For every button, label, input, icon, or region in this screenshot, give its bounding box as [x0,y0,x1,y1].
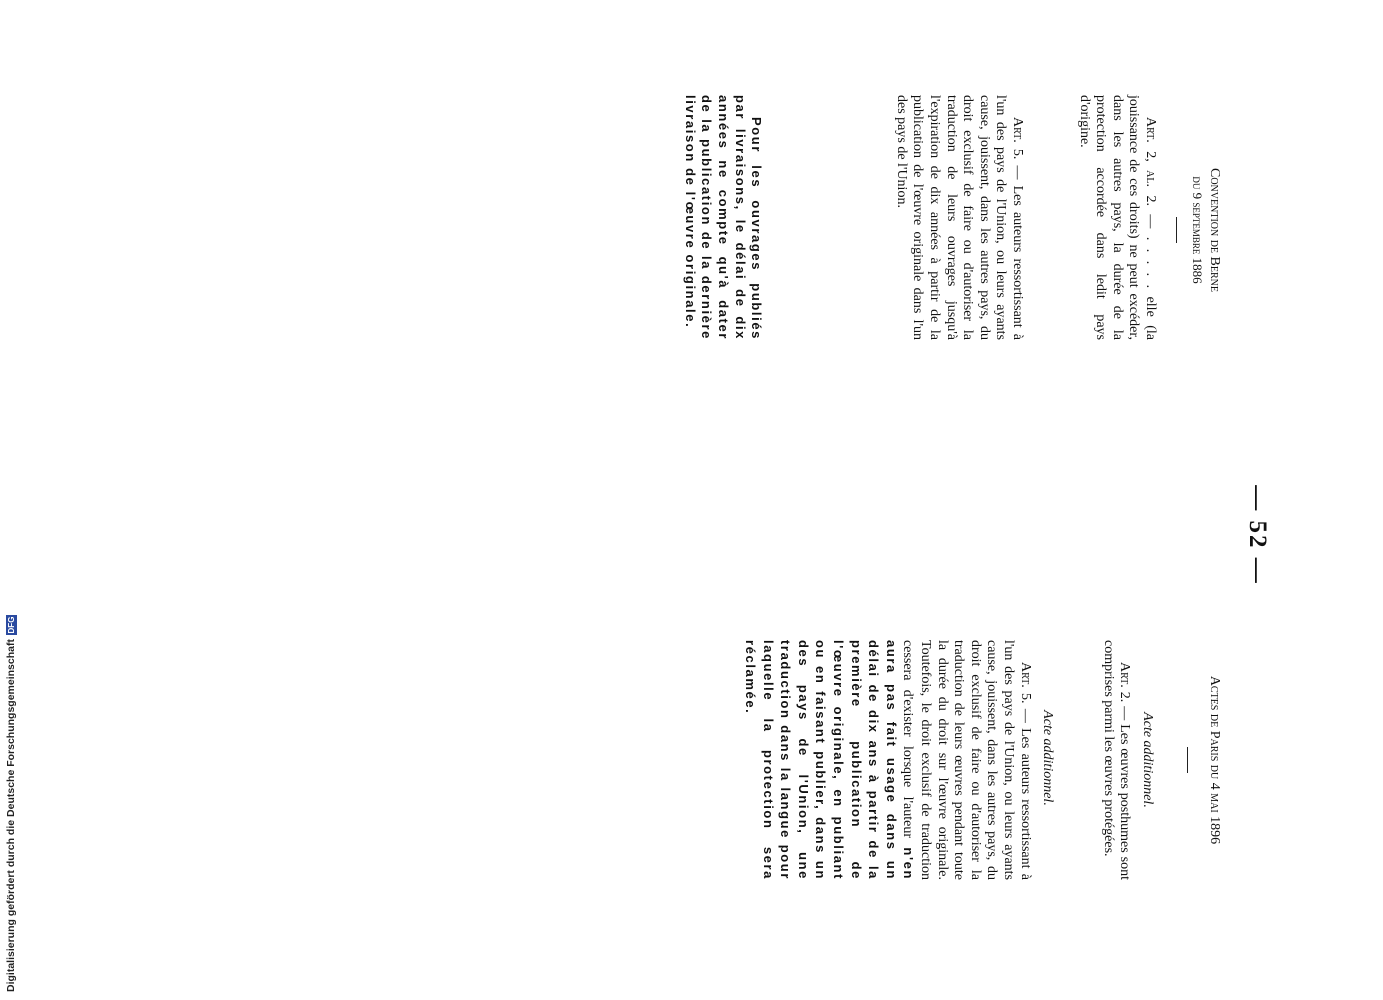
art5-1896-text: — Les auteurs ressortissant à l'un des pays de l'Union, ou leurs ayants cause, jouissent, dans les autres pays, du droit exclusif de faire ou d'autoriser la traduction de leurs œuvres pendant toute la durée du droit sur l'œuvre originale. Toutefois, le droit exclusif de traduction cessera d'exister lorsque l'auteur [900,640,1033,880]
page-number: — 52 — [1244,485,1271,585]
section-title-acte-additionnel-2: Acte additionnel. [1040,710,1056,806]
header-berne-1886-date: du 9 septembre 1886 [1190,176,1205,284]
art2-1886-lead: Art. 2, al. 2. [1143,117,1158,206]
header-berne-1886-title: Convention de Berne [1207,168,1222,292]
art5-1886-lead: Art. 5. [1010,117,1026,160]
art2-1896-lead: Art. 2. [1117,662,1133,703]
section-title-acte-additionnel: Acte additionnel. [1140,712,1155,808]
funding-text: Digitalisierung gefördert durch die Deutsche Forschungsgemeinschaft [5,639,17,992]
art5-1896-lead: Art. 5. [1017,662,1033,704]
dfg-logo: DFG [6,616,16,634]
art2-1896-text: — Les œuvres posthumes sont comprises parmi les œuvres protégées. [1100,640,1133,880]
art5-1886-text: — Les auteurs ressortissant à l'un des pays de l'Union, ou leurs ayants cause, jouissent, dans les autres pays, du droit exclusif de faire ou d'autoriser la traduction de leurs ouvrages jusqu'à l'expiration de dix années à partir de la publication de l'œuvre originale dans l'un des pays de l'Union. [893,95,1026,341]
livraisons-1886-paragraph: Pour les ouvrages publiés par livraisons, le délai de dix années ne compte qu'à dater de la publication de la dernière livraison de l'œuvre originale. [682,95,765,340]
header-paris-1896-title: Actes de Paris du 4 mai 1896 [1207,675,1222,845]
art5-1896-text-spaced: n'en aura pas fait usage dans un délai de dix ans à partir de la première publication de l'œuvre originale, en publiant ou en faisant publier, dans un des pays de l'Union, une traduction dans la langue pour laquelle la protection sera réclamée. [743,640,917,881]
art2-1886-text: — . . . . . elle (la jouissance de ces droits) ne peut excéder, dans les autres pays, la durée de la protection accordée dans ledit pays d'origine. [1076,95,1158,340]
